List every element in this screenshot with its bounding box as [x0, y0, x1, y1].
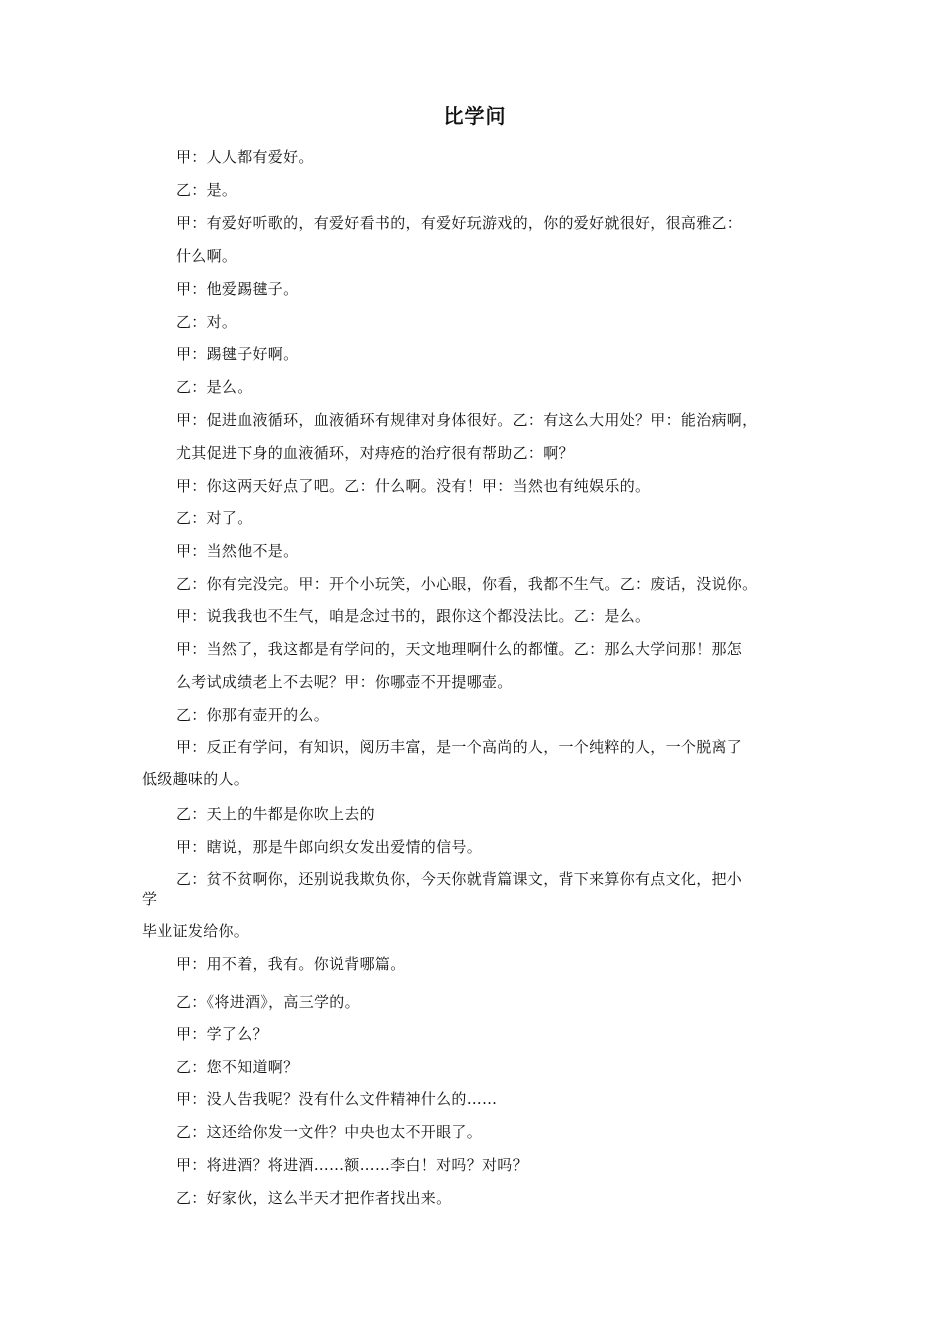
- text-line: 乙：是么。: [176, 378, 253, 396]
- text-line: 乙：贫不贫啊你，还别说我欺负你，今天你就背篇课文，背下来算你有点文化，把小: [176, 870, 743, 888]
- text-line: 甲：说我我也不生气，咱是念过书的，跟你这个都没法比。乙：是么。: [176, 607, 651, 625]
- text-line: 甲：踢毽子好啊。: [176, 345, 299, 363]
- text-line: 甲：将进酒？将进酒……额……李白！对吗？对吗？: [176, 1156, 528, 1174]
- text-line: 乙：这还给你发一文件？中央也太不开眼了。: [176, 1123, 483, 1141]
- text-line: 甲：促进血液循环，血液循环有规律对身体很好。乙：有这么大用处？甲：能治病啊，: [176, 411, 758, 429]
- text-line: 甲：当然他不是。: [176, 542, 299, 560]
- text-line: 甲：有爱好听歌的，有爱好看书的，有爱好玩游戏的，你的爱好就很好，很高雅乙：: [176, 214, 743, 232]
- text-line: 低级趣味的人。: [142, 770, 250, 788]
- text-line: 甲：人人都有爱好。: [176, 148, 314, 166]
- text-line: 甲：反正有学问，有知识，阅历丰富，是一个高尚的人，一个纯粹的人，一个脱离了: [176, 738, 743, 756]
- text-line: 甲：学了么？: [176, 1025, 268, 1043]
- text-line: 乙：《将进酒》，高三学的。: [176, 993, 360, 1011]
- text-line: 乙：好家伙，这么半天才把作者找出来。: [176, 1189, 452, 1207]
- text-line: 甲：瞎说，那是牛郎向织女发出爱情的信号。: [176, 838, 483, 856]
- text-line: 什么啊。: [176, 247, 238, 265]
- text-line: 乙：天上的牛都是你吹上去的: [176, 805, 375, 823]
- text-line: 乙：对了。: [176, 509, 253, 527]
- text-line: 么考试成绩老上不去呢？甲：你哪壶不开提哪壶。: [176, 673, 513, 691]
- text-line: 毕业证发给你。: [142, 922, 250, 940]
- text-line: 甲：你这两天好点了吧。乙：什么啊。没有！甲：当然也有纯娱乐的。: [176, 477, 651, 495]
- text-line: 乙：对。: [176, 313, 238, 331]
- text-line: 甲：用不着，我有。你说背哪篇。: [176, 955, 406, 973]
- text-line: 学: [142, 890, 158, 908]
- text-line: 尤其促进下身的血液循环，对痔疮的治疗很有帮助乙：啊？: [176, 444, 574, 462]
- document-title: 比学问: [443, 104, 507, 128]
- text-line: 乙：你有完没完。甲：开个小玩笑，小心眼，你看，我都不生气。乙：废话，没说你。: [176, 575, 758, 593]
- text-line: 乙：您不知道啊？: [176, 1058, 299, 1076]
- text-line: 甲：他爱踢毽子。: [176, 280, 299, 298]
- text-line: 甲：当然了，我这都是有学问的，天文地理啊什么的都懂。乙：那么大学问那！那怎: [176, 640, 743, 658]
- text-line: 乙：是。: [176, 181, 238, 199]
- text-line: 乙：你那有壶开的么。: [176, 706, 330, 724]
- text-line: 甲：没人告我呢？没有什么文件精神什么的……: [176, 1090, 498, 1108]
